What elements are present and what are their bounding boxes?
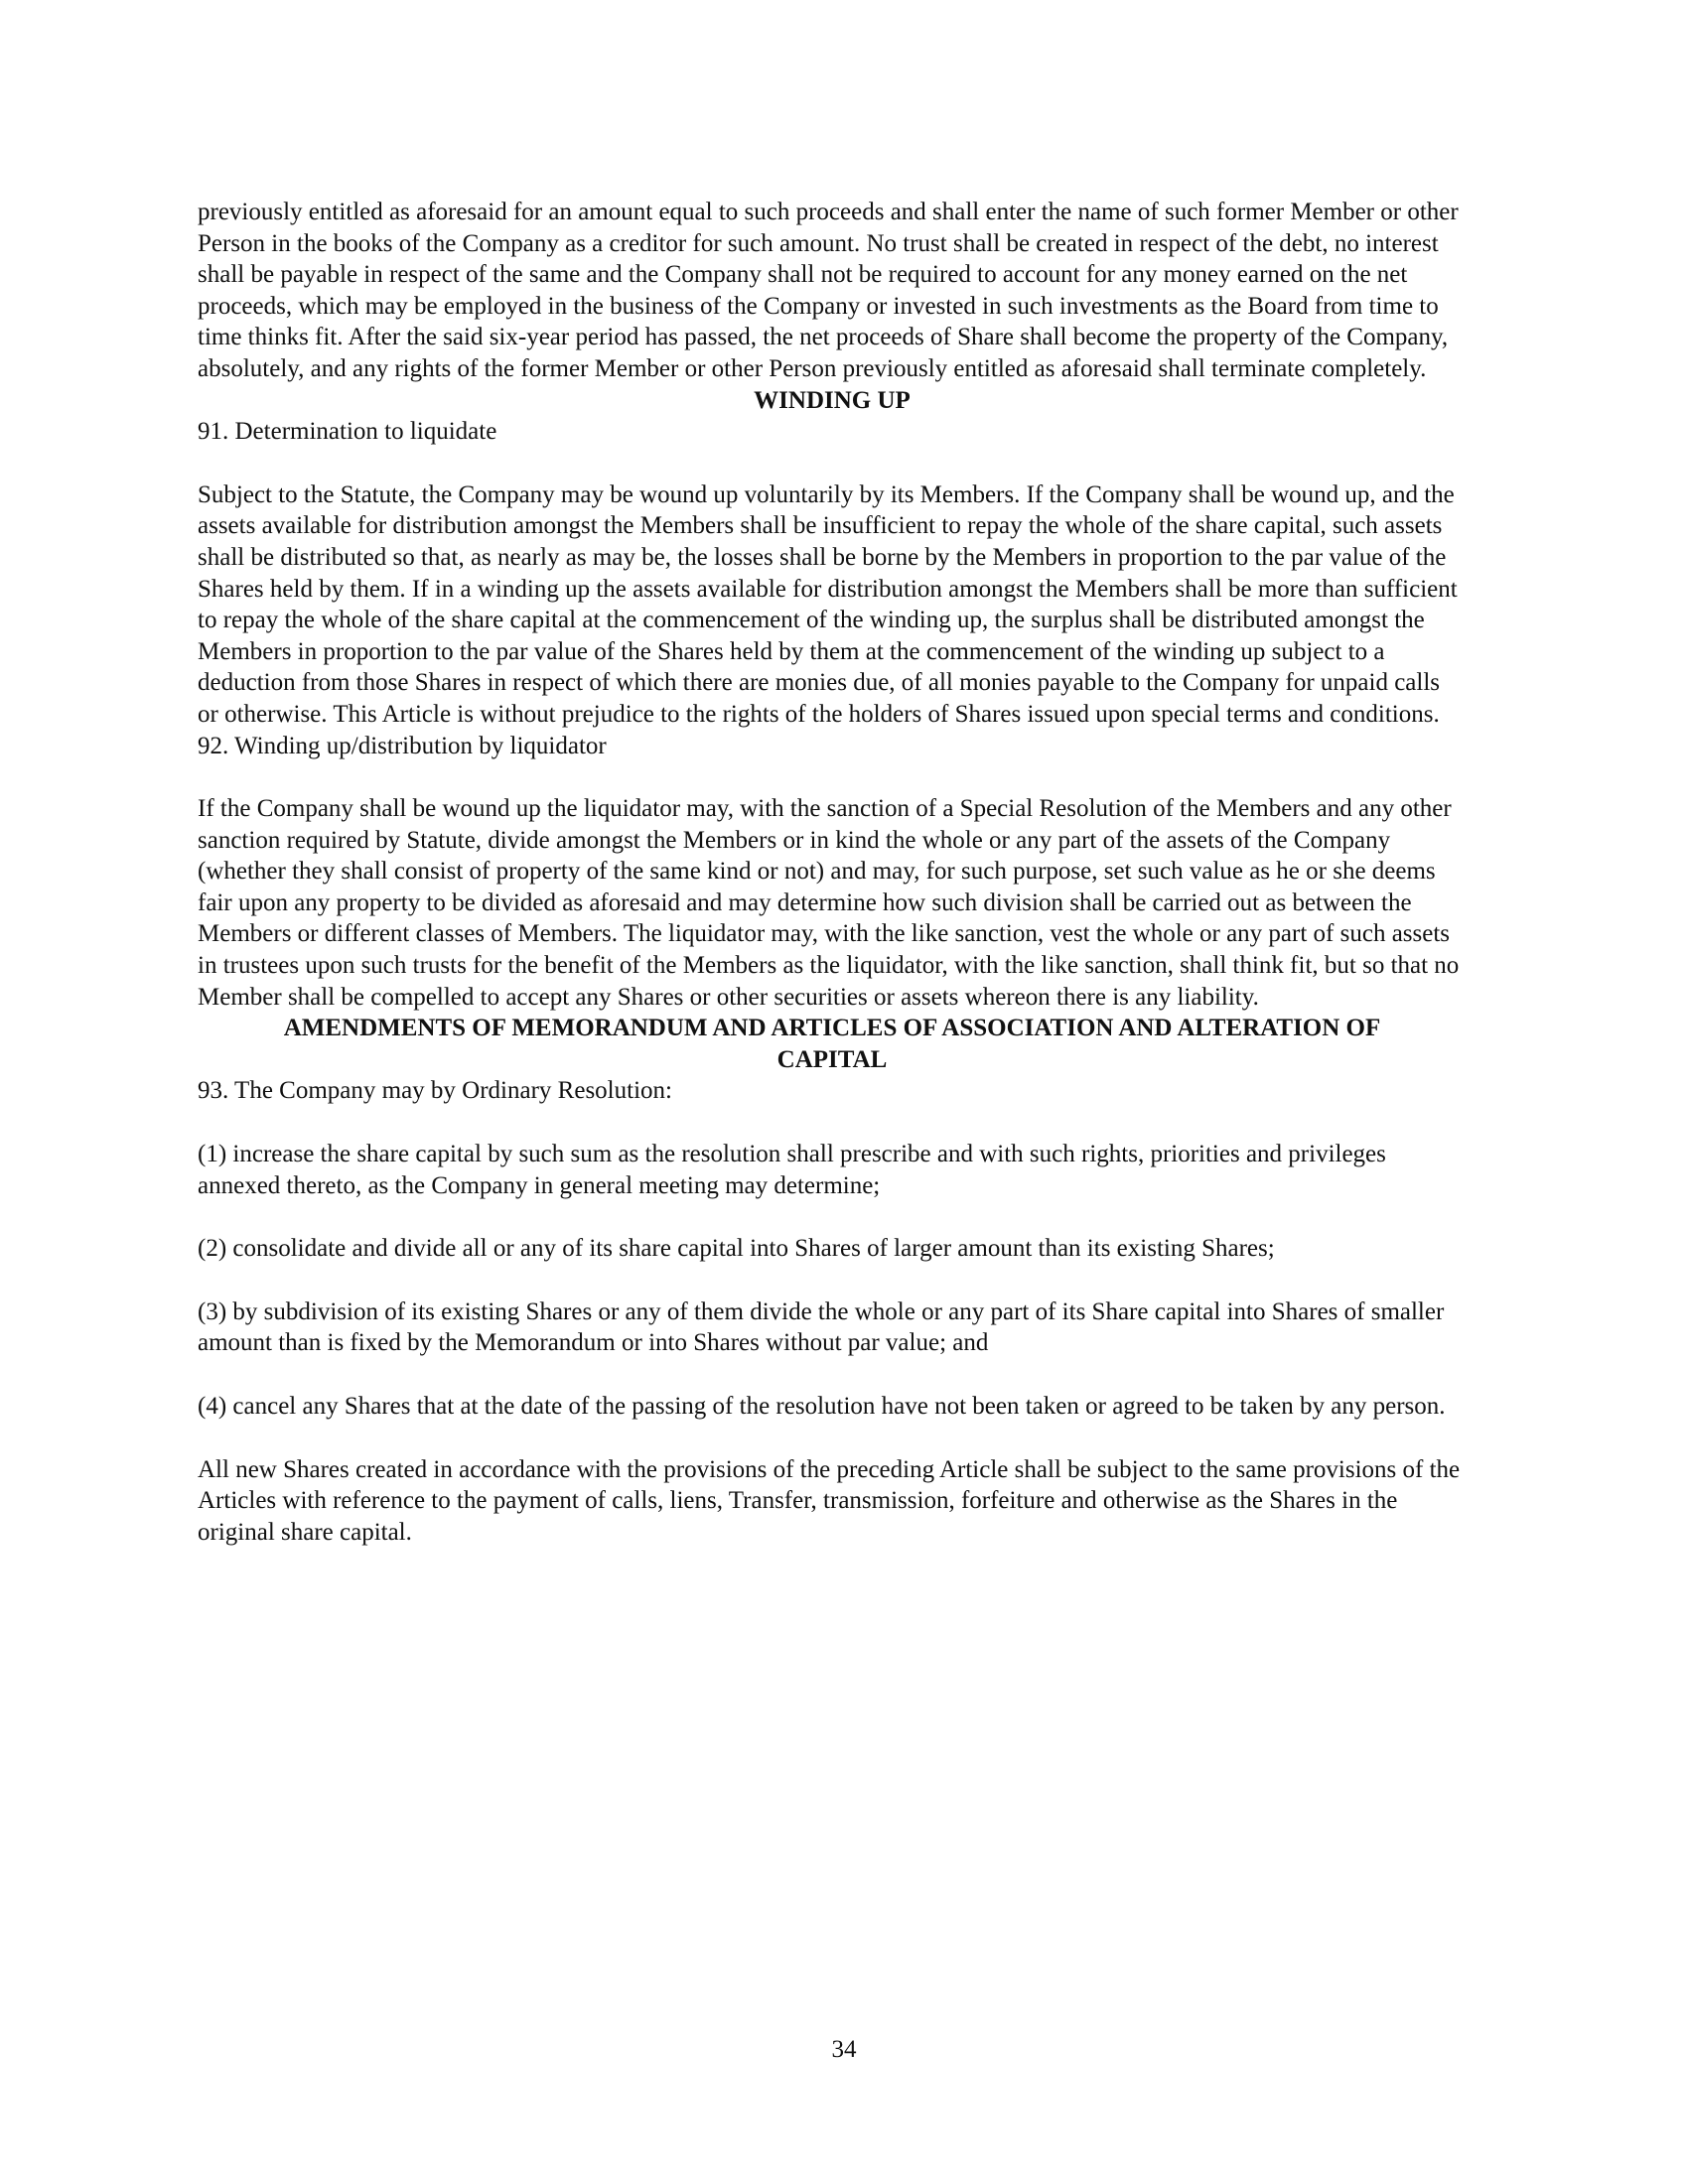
opening-paragraph: previously entitled as aforesaid for an amount equal to such proceeds and shall enter the name of such former Member or other Person in the books of the Company as a creditor for such amount. No trust shall be created in respect of the debt, no interest shall be payable in respect of the same and the Company shall not be required to account for any money earned on the net proceeds, which may be employed in the business of the Company or invested in such investments as the Board from time to time thinks fit. After the said six-year period has passed, the net proceeds of Share shall become the property of the Company, absolutely, and any rights of the former Member or other Person previously entitled as aforesaid shall terminate completely. xyxy=(198,199,1459,382)
section-heading-winding-up: WINDING UP xyxy=(754,386,911,414)
section-heading-amendments: AMENDMENTS OF MEMORANDUM AND ARTICLES OF ASSOCIATION AND ALTERATION OF CAPITAL xyxy=(283,1015,1381,1073)
article-91-title: 91. Determination to liquidate xyxy=(198,418,497,446)
article-93-item-4: (4) cancel any Shares that at the date of the passing of the resolution have not been taken or agreed to be taken by any person. xyxy=(198,1393,1446,1420)
document-page xyxy=(198,197,1467,1548)
article-93-closing: All new Shares created in accordance with the provisions of the preceding Article shall be subject to the same provisions of the Articles with reference to the payment of calls, liens, Transfer, transmission, forfeiture and otherwise as the Shares in the original share capital. xyxy=(198,1455,1461,1546)
article-93-title: 93. The Company may by Ordinary Resolution: xyxy=(198,1077,672,1105)
article-91-body: Subject to the Statute, the Company may be wound up voluntarily by its Members. If the Company shall be wound up, and the assets available for distribution amongst the Members shall be insufficient to repay the whole of the share capital, such assets shall be distributed so that, as nearly as may be, the losses shall be borne by the Members in proportion to the par value of the Shares held by them. If in a winding up the assets available for distribution amongst the Members shall be more than sufficient to repay the whole of the share capital at the commencement of the winding up, the surplus shall be distributed amongst the Members in proportion to the par value of the Shares held by them at the commencement of the winding up subject to a deduction from those Shares in respect of which there are monies due, of all monies payable to the Company for unpaid calls or otherwise. This Article is without prejudice to the rights of the holders of Shares issued upon special terms and conditions. xyxy=(198,480,1458,728)
article-93-item-2: (2) consolidate and divide all or any of its share capital into Shares of larger amount than its existing Shares; xyxy=(198,1235,1275,1263)
article-92-body: If the Company shall be wound up the liquidator may, with the sanction of a Special Resolution of the Members and any other sanction required by Statute, divide amongst the Members or in kind the whole or any part of the assets of the Company (whether they shall consist of property of the same kind or not) and may, for such purpose, set such value as he or she deems fair upon any property to be divided as aforesaid and may determine how such division shall be carried out as between the Members or different classes of Members. The liquidator may, with the like sanction, vest the whole or any part of such assets in trustees upon such trusts for the benefit of the Members as the liquidator, with the like sanction, shall think fit, but so that no Member shall be compelled to accept any Shares or other securities or assets whereon there is any liability. xyxy=(198,795,1460,1011)
article-93-item-3: (3) by subdivision of its existing Shares or any of them divide the whole or any part of its Share capital into Shares of smaller amount than is fixed by the Memorandum or into Shares without par value; and xyxy=(198,1297,1445,1357)
article-93-item-1: (1) increase the share capital by such sum as the resolution shall prescribe and with such rights, priorities and privileges annexed thereto, as the Company in general meeting may determine; xyxy=(198,1141,1386,1199)
page-number: 34 xyxy=(831,2036,857,2063)
article-92-title: 92. Winding up/distribution by liquidator xyxy=(198,732,607,759)
